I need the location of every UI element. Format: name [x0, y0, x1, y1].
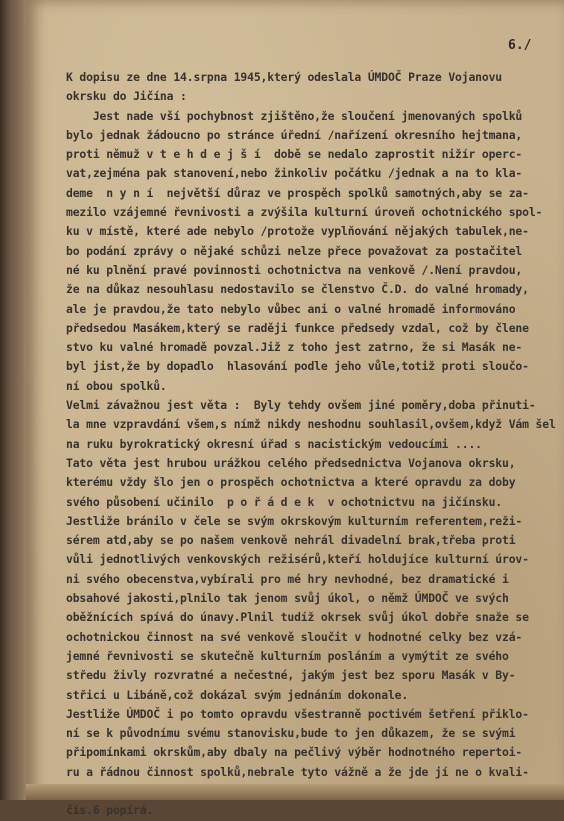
- text-line: svého působení učinilo p o ř á d e k v ochotnictvu na jičínsku.: [66, 494, 503, 509]
- text-line: ní obou spolků.: [66, 378, 167, 393]
- text-line: bylo jednak žádoucno po stránce úřední /nařízení okresního hejtmana,: [66, 127, 523, 142]
- text-line: Tato věta jest hrubou urážkou celého předsednictva Vojanova okrsku,: [66, 455, 516, 470]
- page-bottom-edge: [26, 784, 564, 800]
- text-line: Jestliže ÚMDOČ i po tomto opravdu všestranně poctivém šetření přiklo-: [66, 706, 529, 721]
- text-line: mezilo vzájemné řevnivosti a zvýšila kulturní úroveň ochotnického spol-: [66, 205, 543, 220]
- text-line: na ruku byrokratický okresní úřad s nacistickým vedoucími ....: [66, 436, 482, 451]
- text-line: Jestliže bránilo v čele se svým okrskovým kulturním referentem,reži-: [66, 513, 523, 528]
- text-line: ochotnickou činnost na své venkově sloučit v hodnotné celky bez vzá-: [66, 629, 523, 644]
- text-line: ru a řádnou činnost spolků,nebrale tyto vážně a že jde jí ne o kvali-: [66, 764, 529, 779]
- text-line: střici u Libáně,což dokázal svým jednáním dokonale.: [66, 687, 409, 702]
- text-line: né ku plnění pravé povinnosti ochotnictva na venkově /.Není pravdou,: [66, 262, 523, 277]
- text-line: Jest nade vší pochybnost zjištěno,že sloučení jmenovaných spolků: [66, 108, 523, 123]
- page-number: 6./: [508, 38, 532, 53]
- text-line: ale je pravdou,že tato nebylo vůbec ani o valné hromadě informováno: [66, 301, 516, 316]
- text-line: K dopisu ze dne 14.srpna 1945,který odeslala ÚMDOČ Praze Vojanovu: [66, 70, 503, 84]
- letter-body: [66, 68, 556, 821]
- text-line: sérem atd,aby se po našem venkově nehrál divadelní brak,třeba proti: [66, 533, 516, 548]
- text-line: ní se k původnímu svému stanovisku,bude to jen důkazem, že se svými: [66, 726, 516, 741]
- text-line: ni svého obecenstva,vybírali pro mé hry nevhodné, bez dramatické i: [66, 571, 509, 586]
- text-line: předsedou Masákem,který se raději funkce předsedy vzdal, což by člene: [66, 320, 529, 335]
- text-line: la mne vzpravdání všem,s nímž nikdy neshodnu souhlasil,ovšem,když Vám šel: [66, 417, 556, 432]
- text-line: bo podání zprávy o nějaké schůzi nelze přece považovat za postačitel: [66, 243, 523, 258]
- text-line: obsahové jakosti,plnilo tak jenom svůj úkol, o němž ÚMDOČ ve svých: [66, 591, 509, 606]
- text-line: středu živly rozvratné a nečestné, jakým jest bez sporu Masák v By-: [66, 668, 516, 683]
- text-line: stvo ku valné hromadě povzal.Již z toho jest zatrno, že si Masák ne-: [66, 340, 523, 355]
- text-line: kterému vždy šlo jen o prospěch ochotnictva a které opravdu za doby: [66, 475, 516, 490]
- text-line: Velmi závažnou jest věta : Byly tehdy ovšem jiné poměry,doba přinuti-: [66, 398, 536, 413]
- text-line: ku v místě, které ade nebylo /protože vyplňování nějakých tabulek,ne-: [66, 224, 529, 239]
- text-line: připomínkami okrskům,aby dbaly na pečlivý výběr hodnotného repertoi-: [66, 745, 523, 760]
- text-line: jemné řevnivosti se skutečně kulturním posláním a vymýtit ze svého: [66, 648, 509, 663]
- text-line: proti němuž v t e h d e j š í době se nedalo zaprostit nižír operc-: [66, 147, 523, 162]
- text-line: oběžnících spívá do únavy.Plnil tudíž okrsek svůj úkol dobře snaže se: [66, 610, 529, 625]
- text-line: okrsku do Jičína :: [66, 89, 187, 104]
- text-line: čís.6 popírá.: [66, 803, 154, 818]
- text-line: vat,zejména pak stanovení,nebo žinkoliv počátku /jednak a na to kla-: [66, 166, 523, 181]
- text-line: deme n y n í největší důraz ve prospěch spolků samotných,aby se za-: [66, 185, 529, 200]
- text-line: byl jist,že by dopadlo hlasování podle jeho vůle,totiž proti sloučo-: [66, 359, 529, 374]
- text-line: že na důkaz nesouhlasu nedostavilo se členstvo Č.D. do valné hromady,: [66, 282, 529, 297]
- text-line: vůli jednotlivých venkovských režisérů,kteří holdujíce kulturní úrov-: [66, 552, 529, 567]
